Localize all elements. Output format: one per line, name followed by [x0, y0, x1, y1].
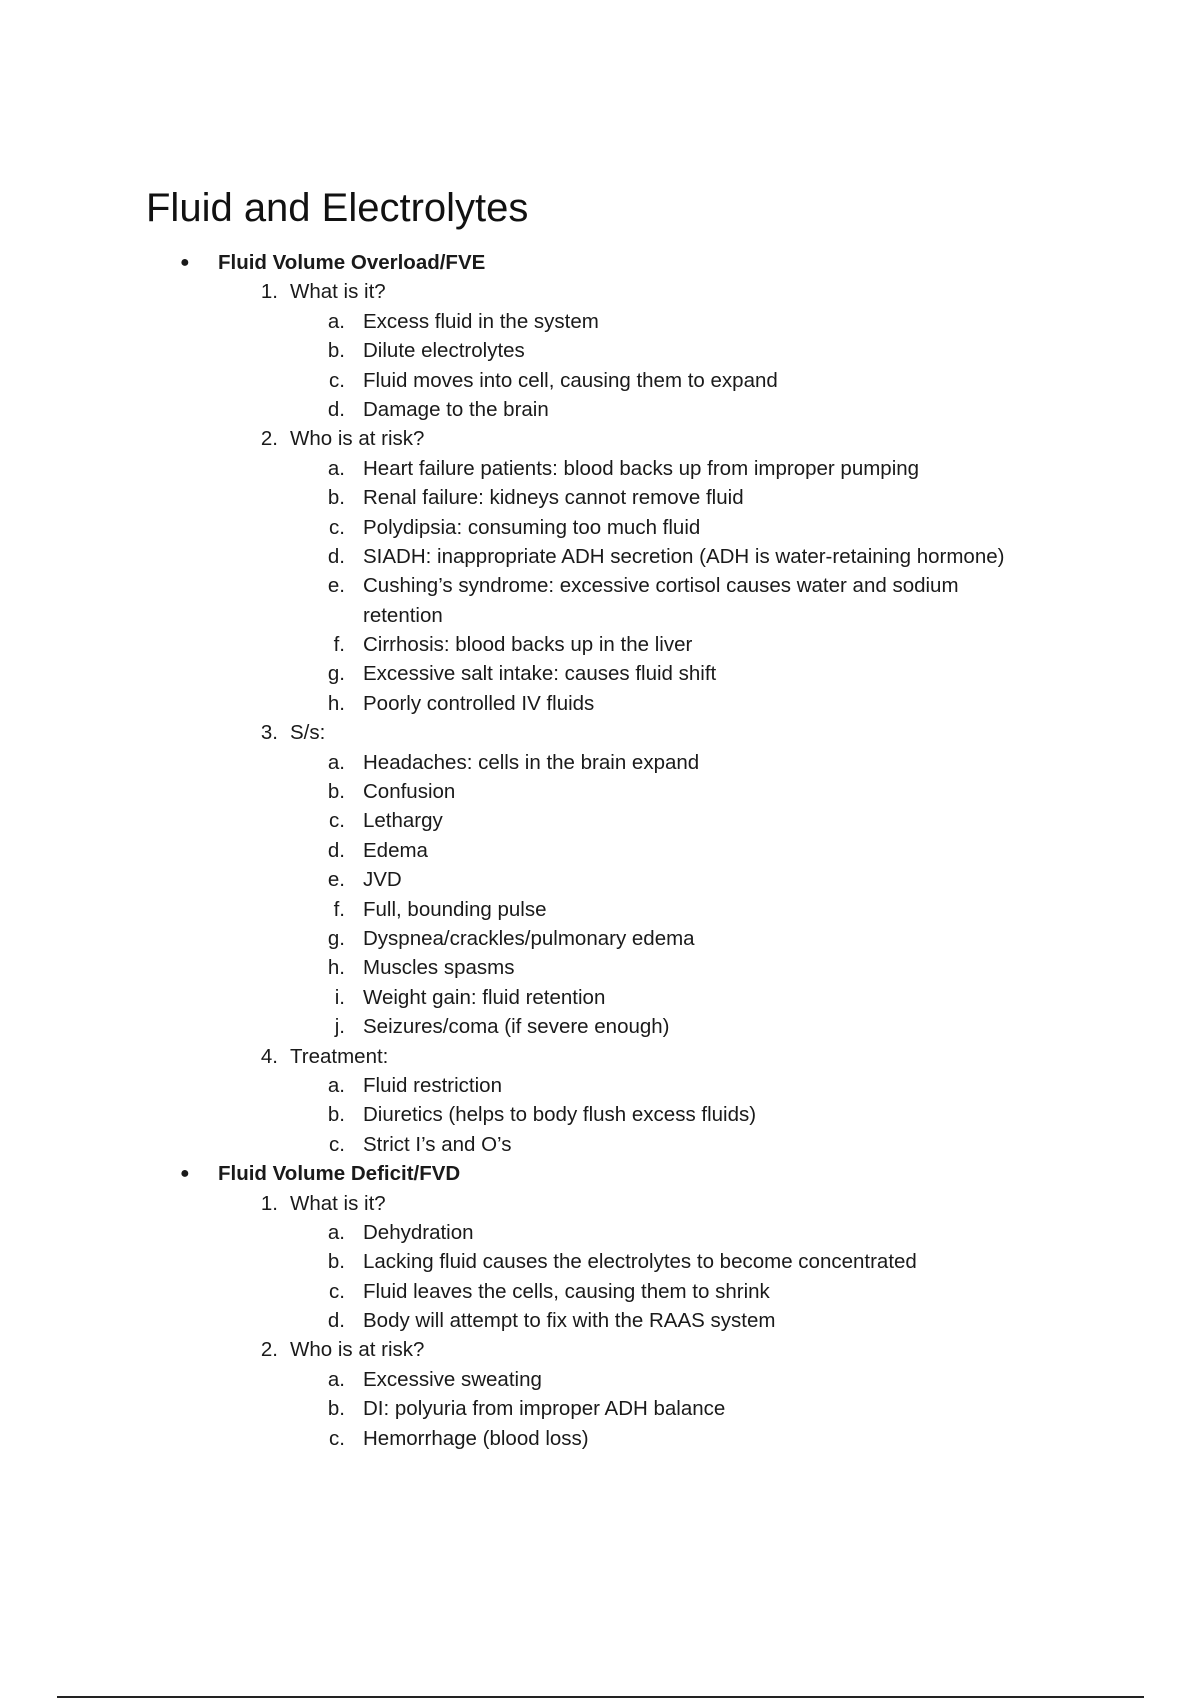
- footer-divider: [57, 1696, 1144, 1698]
- lettered-item: [0, 513, 1200, 542]
- lettered-item: [0, 953, 1200, 982]
- item-label: Treatment:: [290, 1044, 389, 1068]
- item-text: Fluid restriction: [363, 1073, 502, 1097]
- item-letter: b.: [327, 339, 345, 363]
- item-letter: j.: [334, 1015, 345, 1039]
- item-text: Muscles spasms: [363, 956, 515, 980]
- item-number: 2.: [260, 427, 278, 451]
- item-letter: i.: [334, 985, 345, 1009]
- outline-list: [0, 248, 1200, 1453]
- item-text: Full, bounding pulse: [363, 897, 547, 921]
- outline-section: [0, 1159, 1200, 1453]
- item-letter: g.: [327, 926, 345, 950]
- item-text: Poorly controlled IV fluids: [363, 691, 595, 715]
- lettered-item: [0, 307, 1200, 336]
- item-text: Renal failure: kidneys cannot remove fluid: [363, 486, 744, 510]
- numbered-item: [0, 277, 1200, 306]
- item-letter: a.: [327, 750, 345, 774]
- item-text: Dehydration: [363, 1220, 474, 1244]
- section-heading-text: Fluid Volume Overload/FVE: [218, 251, 486, 274]
- lettered-item: [0, 454, 1200, 483]
- item-letter: a.: [327, 456, 345, 480]
- item-letter: f.: [333, 633, 345, 657]
- lettered-item: [0, 571, 1200, 600]
- item-text: Excessive salt intake: causes fluid shift: [363, 662, 717, 686]
- lettered-item: [0, 1012, 1200, 1041]
- lettered-item: [0, 395, 1200, 424]
- lettered-item: [0, 689, 1200, 718]
- item-letter: e.: [327, 868, 345, 892]
- item-text: Polydipsia: consuming too much fluid: [363, 515, 701, 539]
- item-text-continuation: retention: [363, 603, 443, 627]
- lettered-item: [0, 1424, 1200, 1453]
- item-letter: a.: [327, 1073, 345, 1097]
- lettered-item: [0, 1071, 1200, 1100]
- item-label: Who is at risk?: [290, 427, 425, 451]
- lettered-item: [0, 748, 1200, 777]
- lettered-item: [0, 1247, 1200, 1276]
- item-letter: c.: [329, 1426, 345, 1450]
- item-text: Body will attempt to fix with the RAAS system: [363, 1309, 776, 1333]
- lettered-item: [0, 366, 1200, 395]
- item-label: What is it?: [290, 1191, 386, 1215]
- item-text: Fluid moves into cell, causing them to expand: [363, 368, 778, 392]
- page-title: Fluid and Electrolytes: [146, 186, 529, 230]
- lettered-item: [0, 865, 1200, 894]
- item-letter: b.: [327, 1103, 345, 1127]
- item-letter: f.: [333, 897, 345, 921]
- item-letter: e.: [327, 574, 345, 598]
- item-letter: b.: [327, 1397, 345, 1421]
- item-label: Who is at risk?: [290, 1338, 425, 1362]
- lettered-item: [0, 1306, 1200, 1335]
- item-letter: a.: [327, 309, 345, 333]
- lettered-item: [0, 336, 1200, 365]
- lettered-item: [0, 630, 1200, 659]
- item-text: Edema: [363, 838, 428, 862]
- item-letter: g.: [327, 662, 345, 686]
- item-text: JVD: [363, 868, 402, 892]
- numbered-item: [0, 1189, 1200, 1218]
- lettered-item: [0, 1394, 1200, 1423]
- item-text: Weight gain: fluid retention: [363, 985, 606, 1009]
- item-text: Cirrhosis: blood backs up in the liver: [363, 633, 693, 657]
- section-heading: [0, 248, 1200, 277]
- lettered-item: [0, 836, 1200, 865]
- item-letter: c.: [329, 515, 345, 539]
- item-letter: c.: [329, 1279, 345, 1303]
- lettered-item: [0, 924, 1200, 953]
- item-text: Fluid leaves the cells, causing them to shrink: [363, 1279, 770, 1303]
- item-text: Dilute electrolytes: [363, 339, 525, 363]
- item-text: Lacking fluid causes the electrolytes to become concentrated: [363, 1250, 917, 1274]
- lettered-item: [0, 659, 1200, 688]
- item-label: What is it?: [290, 280, 386, 304]
- item-number: 2.: [260, 1338, 278, 1362]
- item-letter: d.: [327, 838, 345, 862]
- item-text: DI: polyuria from improper ADH balance: [363, 1397, 726, 1421]
- lettered-item: [0, 777, 1200, 806]
- item-text: Hemorrhage (blood loss): [363, 1426, 589, 1450]
- item-letter: c.: [329, 368, 345, 392]
- item-letter: a.: [327, 1367, 345, 1391]
- section-heading: [0, 1159, 1200, 1188]
- item-label: S/s:: [290, 721, 326, 745]
- numbered-item: [0, 1042, 1200, 1071]
- item-number: 4.: [260, 1044, 278, 1068]
- lettered-item: [0, 983, 1200, 1012]
- item-text: Lethargy: [363, 809, 443, 833]
- outline-section: [0, 248, 1200, 1159]
- item-text: Excess fluid in the system: [363, 309, 599, 333]
- item-text: Damage to the brain: [363, 397, 549, 421]
- bullet-icon: ●: [180, 1165, 190, 1183]
- item-text: Diuretics (helps to body flush excess fluids): [363, 1103, 757, 1127]
- lettered-item: [0, 806, 1200, 835]
- numbered-item: [0, 1335, 1200, 1364]
- item-letter: b.: [327, 1250, 345, 1274]
- lettered-item: [0, 1100, 1200, 1129]
- lettered-item: [0, 542, 1200, 571]
- item-number: 3.: [260, 721, 278, 745]
- item-text: Dyspnea/crackles/pulmonary edema: [363, 926, 695, 950]
- item-text: Strict I’s and O’s: [363, 1132, 512, 1156]
- lettered-item: [0, 1277, 1200, 1306]
- item-letter: d.: [327, 544, 345, 568]
- lettered-item-continuation: [0, 601, 1200, 630]
- item-number: 1.: [260, 1191, 278, 1215]
- lettered-item: [0, 483, 1200, 512]
- item-number: 1.: [260, 280, 278, 304]
- lettered-item: [0, 895, 1200, 924]
- bullet-icon: ●: [180, 254, 190, 271]
- item-text: SIADH: inappropriate ADH secretion (ADH is water-retaining hormone): [363, 544, 1005, 568]
- item-letter: a.: [327, 1220, 345, 1244]
- numbered-item: [0, 718, 1200, 747]
- item-letter: h.: [327, 691, 345, 715]
- item-letter: d.: [327, 397, 345, 421]
- item-letter: h.: [327, 956, 345, 980]
- item-text: Cushing’s syndrome: excessive cortisol causes water and sodium: [363, 574, 959, 598]
- item-letter: c.: [329, 809, 345, 833]
- section-heading-text: Fluid Volume Deficit/FVD: [218, 1162, 461, 1186]
- item-letter: b.: [327, 780, 345, 804]
- item-text: Heart failure patients: blood backs up from improper pumping: [363, 456, 920, 480]
- item-text: Excessive sweating: [363, 1367, 542, 1391]
- lettered-item: [0, 1218, 1200, 1247]
- item-letter: b.: [327, 486, 345, 510]
- item-text: Confusion: [363, 780, 456, 804]
- item-letter: d.: [327, 1309, 345, 1333]
- item-text: Seizures/coma (if severe enough): [363, 1015, 670, 1039]
- lettered-item: [0, 1130, 1200, 1159]
- item-letter: c.: [329, 1132, 345, 1156]
- numbered-item: [0, 424, 1200, 453]
- lettered-item: [0, 1365, 1200, 1394]
- item-text: Headaches: cells in the brain expand: [363, 750, 700, 774]
